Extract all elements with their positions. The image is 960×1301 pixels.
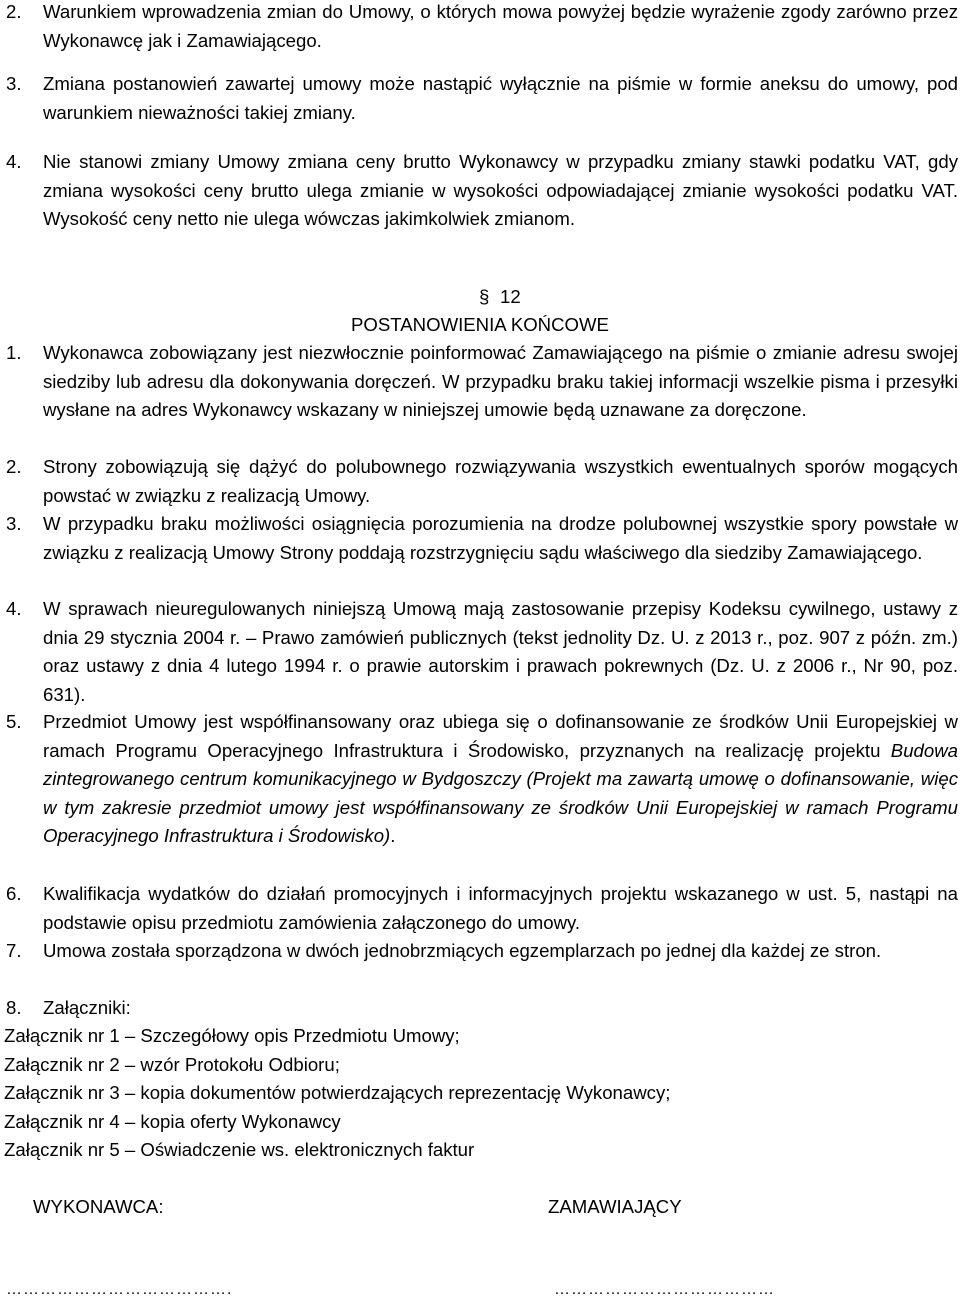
client-signature-label: ZAMAWIAJĄCY: [548, 1196, 682, 1217]
contractor-signature-line: ………………………………….: [6, 1281, 233, 1298]
paragraph-text: Nie stanowi zmiany Umowy zmiana ceny brutto Wykonawcy w przypadku zmiany stawki podatku VAT, gdy zmiana wysokości ceny brutto ulega zmianie w wysokości odpowiadającej zmianie wysokości podatku VAT. Wysokość ceny netto nie ulega wówczas jakimkolwiek zmianom.: [43, 151, 958, 230]
paragraph-number: 4.: [6, 151, 22, 172]
attachment-item: Załącznik nr 2 – wzór Protokołu Odbioru;: [4, 1054, 340, 1075]
paragraph-7: [6, 937, 958, 966]
paragraph-text-end: .: [390, 825, 396, 847]
paragraph-text: Umowa została sporządzona w dwóch jednobrzmiących egzemplarzach po jednej dla każdej ze stron.: [43, 940, 882, 961]
attachment-item: Załącznik nr 5 – Oświadczenie ws. elektronicznych faktur: [4, 1139, 475, 1160]
section-number: 12: [500, 286, 521, 307]
paragraph-text-plain: Przedmiot Umowy jest współfinansowany oraz ubiega się o dofinansowanie ze środków Unii Europejskiej w ramach Programu Operacyjnego Infrastruktura i Środowisko, przyznanych na realizację projektu: [43, 711, 958, 761]
client-signature-line: …………………………………: [554, 1281, 775, 1298]
paragraph-number: 7.: [6, 940, 22, 961]
contractor-signature-label: WYKONAWCA:: [33, 1196, 164, 1217]
paragraph-text: Kwalifikacja wydatków do działań promocyjnych i informacyjnych projektu wskazanego w ust. 5, nastąpi na podstawie opisu przedmiotu zamówienia załączonego do umowy.: [43, 883, 958, 933]
paragraph-number: 6.: [6, 883, 22, 904]
paragraph-number: 4.: [6, 598, 22, 619]
paragraph-top-4: [6, 148, 958, 234]
paragraph-number: 5.: [6, 711, 22, 732]
section-symbol: §: [479, 286, 490, 307]
attachment-item: Załącznik nr 4 – kopia oferty Wykonawcy: [4, 1111, 341, 1132]
paragraph-number: 3.: [6, 73, 22, 94]
paragraph-3: [6, 510, 958, 567]
section-number-line: [0, 283, 960, 311]
paragraph-number: 3.: [6, 513, 22, 534]
paragraph-6: [6, 880, 958, 937]
paragraph-2: [6, 453, 958, 510]
paragraph-text: Zmiana postanowień zawartej umowy może nastąpić wyłącznie na piśmie w formie aneksu do umowy, pod warunkiem nieważności takiej zmiany.: [43, 73, 958, 123]
paragraph-top-3: [6, 70, 958, 127]
paragraph-5: [6, 708, 958, 851]
paragraph-8: [6, 994, 958, 1023]
paragraph-text: W sprawach nieuregulowanych niniejszą Umową mają zastosowanie przepisy Kodeksu cywilnego, ustawy z dnia 29 stycznia 2004 r. – Prawo zamówień publicznych (tekst jednolity Dz. U. z 2013 r., poz. 907 z późn. zm.) oraz ustawy z dnia 4 lutego 1994 r. o prawie autorskim i prawach pokrewnych (Dz. U. z 2006 r., Nr 90, poz. 631).: [43, 598, 958, 705]
paragraph-1: [6, 339, 958, 425]
paragraph-text: Strony zobowiązują się dążyć do polubownego rozwiązywania wszystkich ewentualnych sporów mogących powstać w związku z realizacją Umowy.: [43, 456, 958, 506]
paragraph-top-2: [6, 0, 958, 55]
section-title: POSTANOWIENIA KOŃCOWE: [351, 314, 609, 335]
paragraph-number: 1.: [6, 342, 22, 363]
attachment-item: Załącznik nr 1 – Szczegółowy opis Przedmiotu Umowy;: [4, 1025, 460, 1046]
paragraph-text: Warunkiem wprowadzenia zmian do Umowy, o których mowa powyżej będzie wyrażenie zgody zarówno przez Wykonawcę jak i Zamawiającego.: [43, 1, 958, 51]
paragraph-text: W przypadku braku możliwości osiągnięcia porozumienia na drodze polubownej wszystkie spory powstałe w związku z realizacją Umowy Strony poddają rozstrzygnięciu sądu właściwego dla siedziby Zamawiającego.: [43, 513, 958, 563]
paragraph-text: [43, 708, 958, 851]
project-name-italic: Budowa zintegrowanego centrum komunikacyjnego w Bydgoszczy (Projekt ma zawartą umowę o dofinansowanie, więc w tym zakresie przedmiot umowy jest współfinansowany ze środków Unii Europejskiej w ramach Programu Operacyjnego Infrastruktura i Środowisko): [43, 739, 958, 847]
paragraph-4: [6, 595, 958, 709]
attachment-item: Załącznik nr 3 – kopia dokumentów potwierdzających reprezentację Wykonawcy;: [4, 1082, 671, 1103]
paragraph-number: 2.: [6, 1, 22, 22]
paragraph-number: 8.: [6, 997, 22, 1018]
paragraph-text: Załączniki:: [43, 997, 131, 1018]
paragraph-text: Wykonawca zobowiązany jest niezwłocznie poinformować Zamawiającego na piśmie o zmianie adresu swojej siedziby lub adresu dla dokonywania doręczeń. W przypadku braku takiej informacji wszelkie pisma i przesyłki wysłane na adres Wykonawcy wskazany w niniejszej umowie będą uznawane za doręczone.: [43, 342, 958, 421]
paragraph-number: 2.: [6, 456, 22, 477]
